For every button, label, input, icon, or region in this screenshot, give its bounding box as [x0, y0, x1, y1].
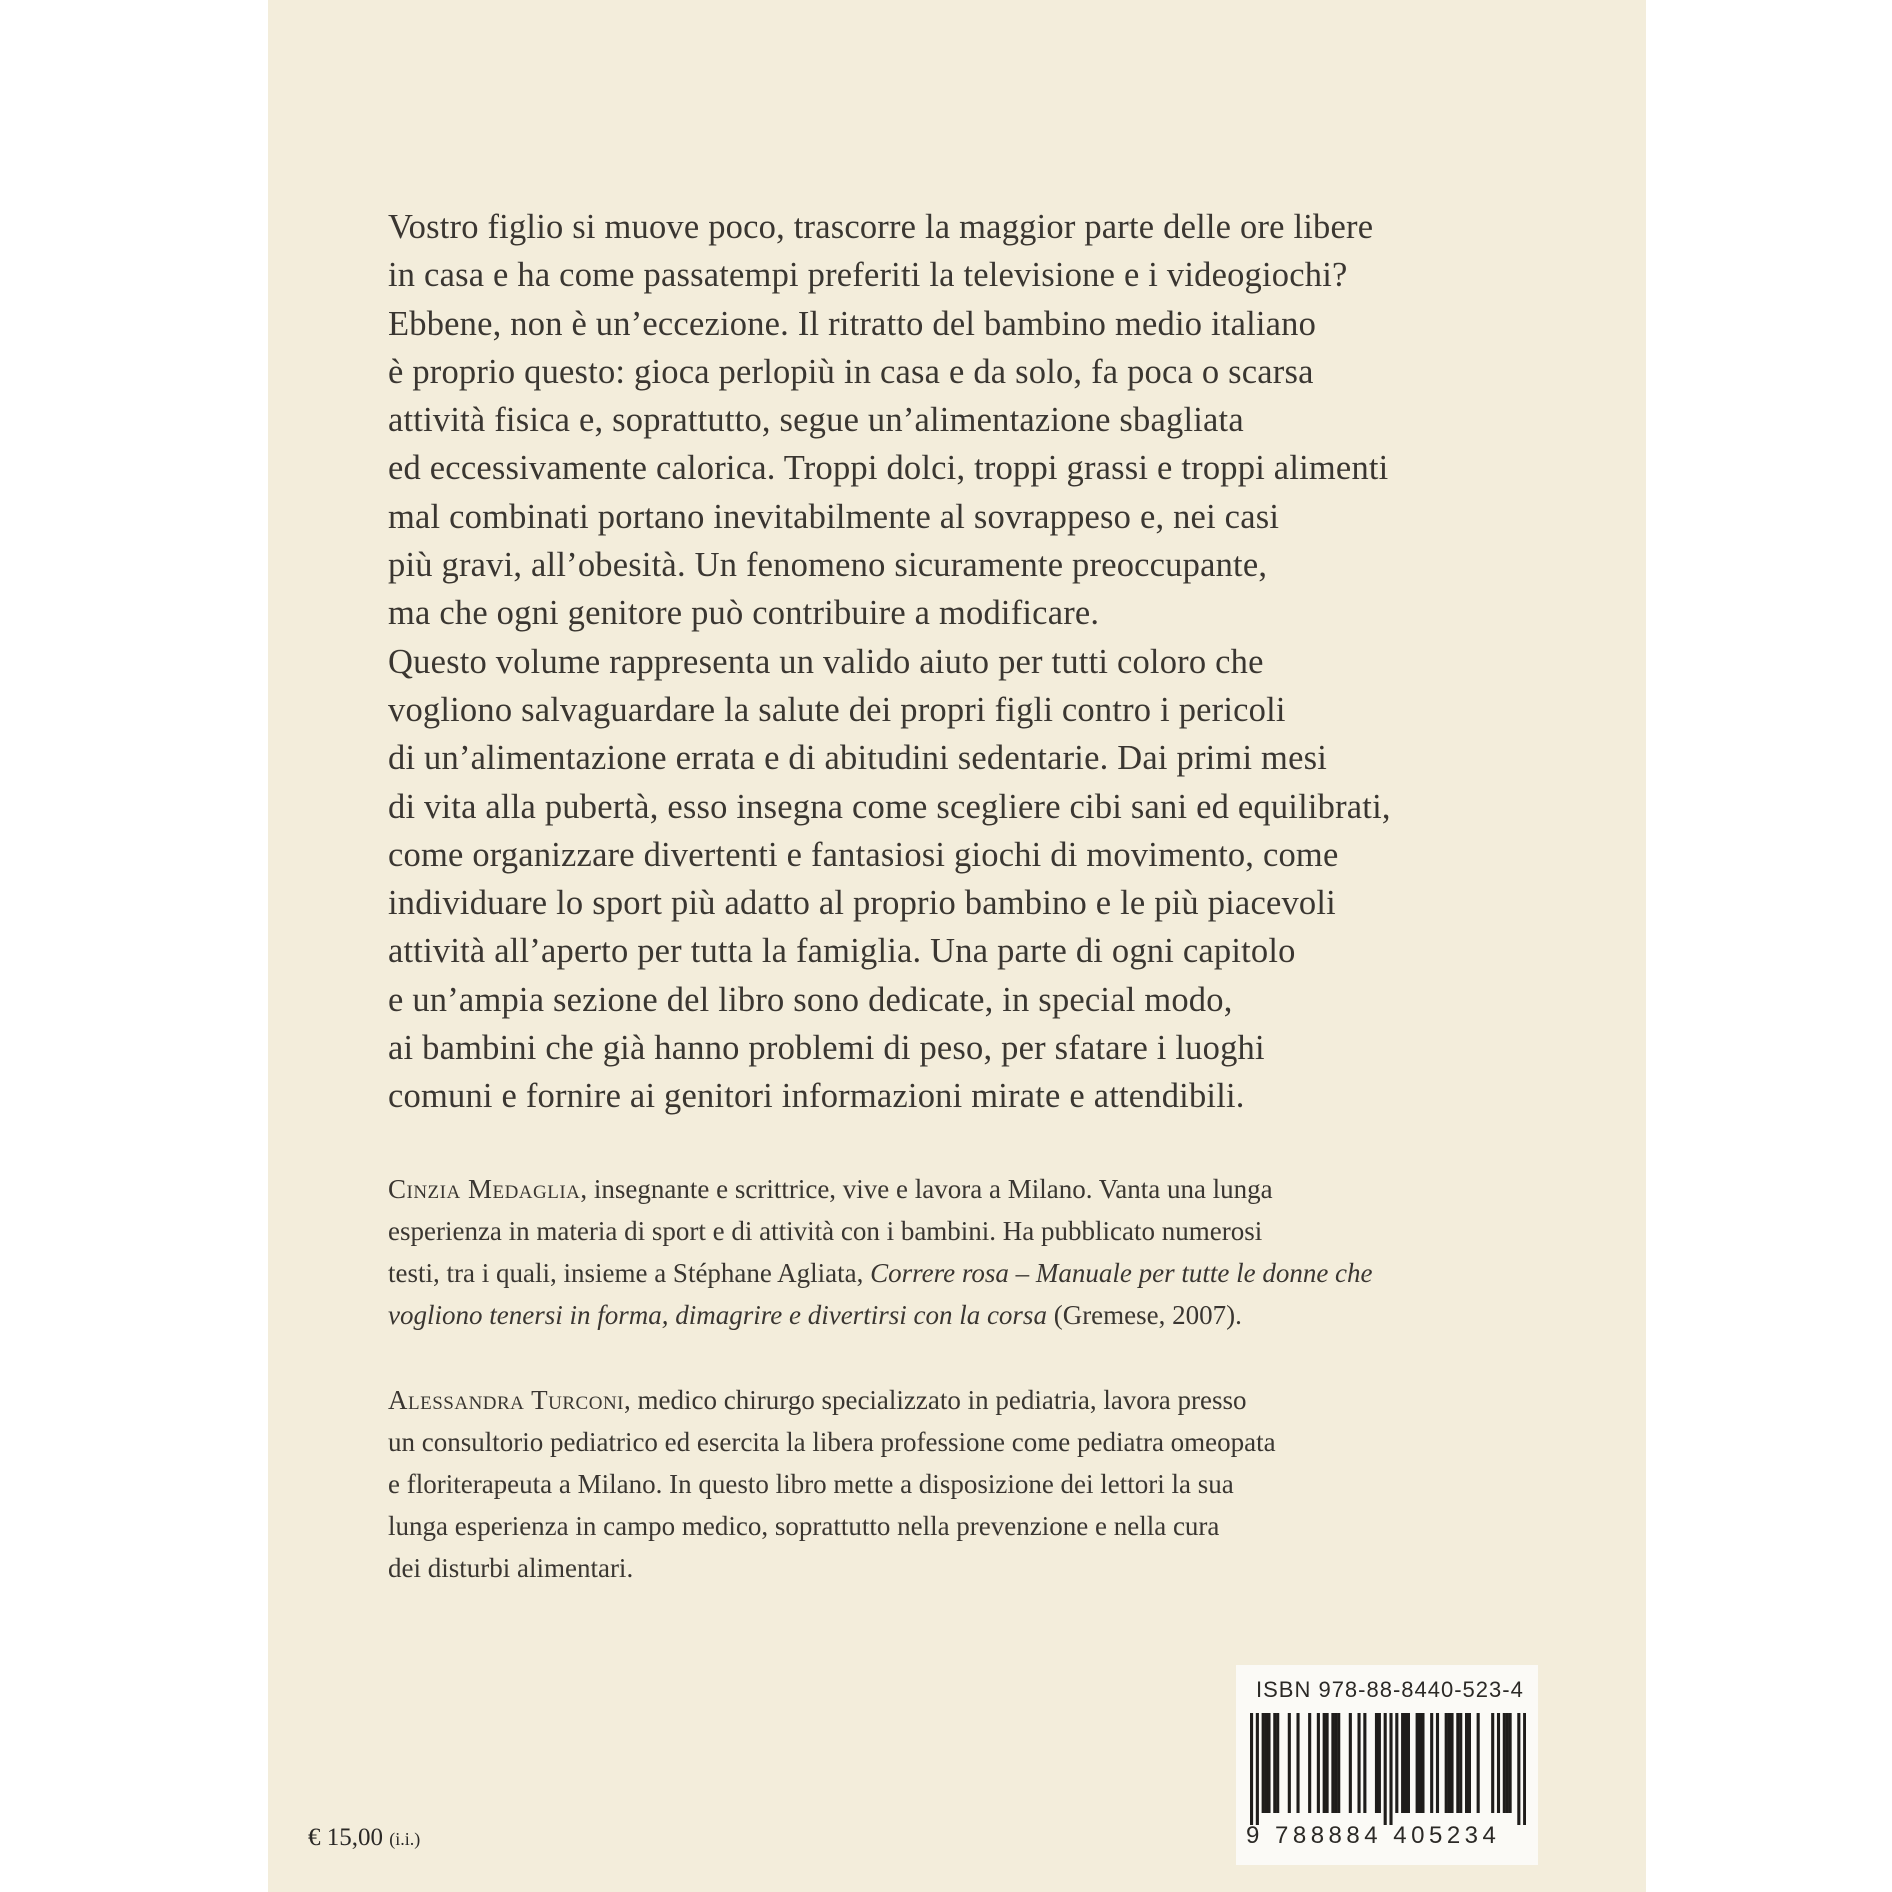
- barcode-bar: [1456, 1713, 1459, 1813]
- blurb-line: di un’alimentazione errata e di abitudini sedentarie. Dai primi mesi: [388, 739, 1328, 778]
- bio-line: esperienza in materia di sport e di attività con i bambini. Ha pubblicato numerosi: [388, 1216, 1263, 1246]
- bio-line: [388, 1294, 1528, 1336]
- barcode-bar: [1436, 1713, 1439, 1813]
- bio-line: e floriterapeuta a Milano. In questo libro mette a disposizione dei lettori la sua: [388, 1469, 1234, 1499]
- isbn-label: ISBN 978-88-8440-523-4: [1256, 1677, 1524, 1702]
- blurb-line: individuare lo sport più adatto al proprio bambino e le più piacevoli: [388, 884, 1336, 923]
- barcode-bar: [1276, 1713, 1279, 1813]
- blurb-line: ma che ogni genitore può contribuire a modificare.: [388, 594, 1100, 633]
- author-bio-turconi: [388, 1379, 1528, 1589]
- bio-text: (Gremese, 2007).: [1046, 1300, 1242, 1330]
- blurb-line: comuni e fornire ai genitori informazioni mirate e attendibili.: [388, 1077, 1245, 1116]
- barcode-bar: [1497, 1713, 1500, 1813]
- barcode-bar: [1337, 1713, 1340, 1813]
- barcode-bar: [1389, 1713, 1392, 1825]
- barcode-bar: [1288, 1713, 1291, 1813]
- barcode-bar: [1421, 1713, 1424, 1813]
- barcode-bar: [1459, 1713, 1462, 1813]
- barcode-bar: [1419, 1713, 1422, 1813]
- barcode-bar: [1265, 1713, 1268, 1813]
- price-note: (i.i.): [389, 1829, 421, 1849]
- bio-line: [388, 1168, 1528, 1210]
- blurb-line: attività fisica e, soprattutto, segue un’alimentazione sbagliata: [388, 401, 1244, 440]
- barcode-bar: [1523, 1713, 1526, 1825]
- blurb-line: è proprio questo: gioca perlopiù in casa e da solo, fa poca o scarsa: [388, 352, 1314, 391]
- bio-line: [388, 1252, 1528, 1294]
- barcode-bar: [1395, 1713, 1398, 1813]
- barcode-bar: [1416, 1713, 1419, 1813]
- blurb-line: vogliono salvaguardare la salute dei propri figli contro i pericoli: [388, 690, 1286, 729]
- barcode-bar: [1404, 1713, 1407, 1813]
- barcode-bar: [1506, 1713, 1509, 1813]
- barcode-bar: [1384, 1713, 1387, 1825]
- barcode-bar: [1477, 1713, 1480, 1813]
- blurb-line: Ebbene, non è un’eccezione. Il ritratto del bambino medio italiano: [388, 304, 1317, 343]
- barcode-bar: [1296, 1713, 1299, 1813]
- barcode-bar: [1363, 1713, 1366, 1813]
- author-bio-medaglia: [388, 1168, 1528, 1336]
- blurb-line: di vita alla pubertà, esso insegna come scegliere cibi sani ed equilibrati,: [388, 787, 1391, 826]
- price-amount: € 15,00: [308, 1824, 383, 1851]
- barcode-bar: [1331, 1713, 1334, 1813]
- barcode-bar: [1308, 1713, 1311, 1813]
- bio-line: un consultorio pediatrico ed esercita la libera professione come pediatra omeopata: [388, 1427, 1276, 1457]
- bio-line: [388, 1379, 1528, 1421]
- blurb-line: come organizzare divertenti e fantasiosi giochi di movimento, come: [388, 835, 1339, 874]
- barcode-bar: [1375, 1713, 1378, 1813]
- author-name: Alessandra Turconi: [388, 1385, 624, 1415]
- barcode-bar: [1445, 1713, 1448, 1813]
- author-name: Cinzia Medaglia: [388, 1174, 581, 1204]
- barcode-bar: [1323, 1713, 1326, 1813]
- barcode-bar: [1256, 1713, 1259, 1825]
- barcode-bar: [1250, 1713, 1253, 1825]
- barcode-bar: [1503, 1713, 1506, 1813]
- barcode-bar: [1401, 1713, 1404, 1813]
- barcode-bars: [1250, 1713, 1526, 1825]
- book-back-cover: [268, 0, 1646, 1892]
- barcode-bar: [1326, 1713, 1329, 1813]
- barcode-bar: [1378, 1713, 1381, 1813]
- isbn-barcode: [1236, 1665, 1538, 1865]
- barcode-bar: [1334, 1713, 1337, 1813]
- book-title-italic: Correre rosa – Manuale per tutte le donne che: [870, 1258, 1373, 1288]
- barcode-bar: [1450, 1713, 1453, 1813]
- blurb-line: ai bambini che già hanno problemi di peso, per sfatare i luoghi: [388, 1029, 1265, 1068]
- blurb-line: mal combinati portano inevitabilmente al sovrappeso e, nei casi: [388, 497, 1280, 536]
- barcode-bar: [1448, 1713, 1451, 1813]
- price-tag: [308, 1824, 420, 1852]
- bio-text: , medico chirurgo specializzato in pediatria, lavora presso: [624, 1385, 1247, 1415]
- barcode-bar: [1273, 1713, 1276, 1813]
- bio-line: lunga esperienza in campo medico, soprattutto nella prevenzione e nella cura: [388, 1511, 1220, 1541]
- barcode-bar: [1430, 1713, 1433, 1813]
- barcode-bar: [1357, 1713, 1360, 1813]
- barcode-bar: [1509, 1713, 1512, 1813]
- bio-text: testi, tra i quali, insieme a Stéphane Agliata,: [388, 1258, 871, 1288]
- blurb-line: e un’ampia sezione del libro sono dedicate, in special modo,: [388, 980, 1233, 1019]
- bio-text: , insegnante e scrittrice, vive e lavora a Milano. Vanta una lunga: [580, 1174, 1273, 1204]
- barcode-bar: [1491, 1713, 1494, 1813]
- barcode-bar: [1407, 1713, 1410, 1813]
- blurb-line: Vostro figlio si muove poco, trascorre la maggior parte delle ore libere: [388, 208, 1374, 246]
- barcode-bar: [1517, 1713, 1520, 1825]
- barcode-bar: [1267, 1713, 1270, 1813]
- barcode-bar: [1317, 1713, 1320, 1813]
- blurb-line: più gravi, all’obesità. Un fenomeno sicuramente preoccupante,: [388, 546, 1268, 585]
- barcode-bar: [1468, 1713, 1471, 1813]
- barcode-bar: [1262, 1713, 1265, 1813]
- blurb-line: ed eccessivamente calorica. Troppi dolci, troppi grassi e troppi alimenti: [388, 449, 1389, 488]
- blurb-line: Questo volume rappresenta un valido aiuto per tutti coloro che: [388, 642, 1264, 681]
- blurb-line: attività all’aperto per tutta la famiglia. Una parte di ogni capitolo: [388, 932, 1296, 971]
- barcode-bar: [1465, 1713, 1468, 1813]
- barcode-bar: [1349, 1713, 1352, 1813]
- bio-line: dei disturbi alimentari.: [388, 1553, 634, 1583]
- blurb-text: [388, 203, 1528, 1121]
- blurb-line: in casa e ha come passatempi preferiti la televisione e i videogiochi?: [388, 256, 1348, 295]
- barcode-digits: 9 788884 405234: [1246, 1822, 1501, 1849]
- book-title-italic: vogliono tenersi in forma, dimagrire e divertirsi con la corsa: [388, 1300, 1047, 1330]
